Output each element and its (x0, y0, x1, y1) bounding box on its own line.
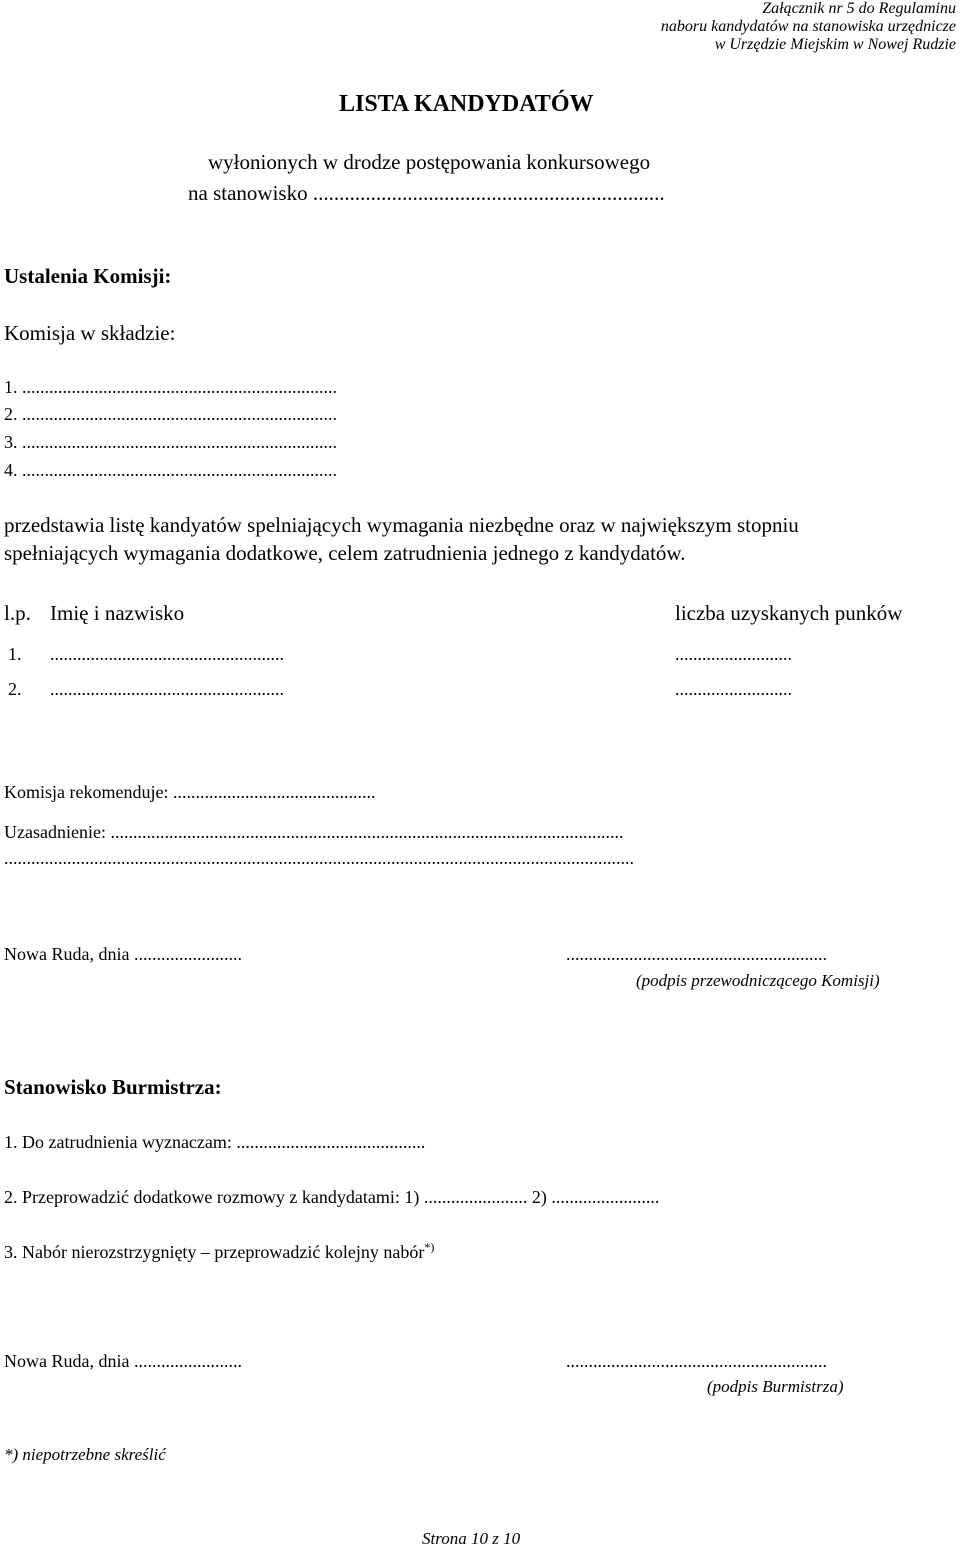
table-header-lp: l.p. (4, 601, 31, 625)
member-line-3: 3. ...................................................................... (4, 432, 337, 452)
mayor-signature-caption: (podpis Burmistrza) (707, 1377, 844, 1396)
member-line-4: 4. ...................................................................... (4, 460, 337, 480)
commission-signature-caption: (podpis przewodniczącego Komisji) (636, 971, 880, 990)
mayor-item-2: 2. Przeprowadzić dodatkowe rozmowy z kandydatami: 1) ....................... 2) ........................ (4, 1187, 660, 1207)
table-row-2-num: 2. (8, 679, 22, 699)
justification-line-1: Uzasadnienie: .................................................................................................................. (4, 822, 624, 842)
table-header-name: Imię i nazwisko (50, 601, 185, 625)
mayor-place-date: Nowa Ruda, dnia ........................ (4, 1351, 242, 1371)
mayor-item-3 (4, 1240, 435, 1262)
table-row-2-name: .................................................... (50, 679, 284, 699)
commission-paragraph-line-2: spełniających wymagania dodatkowe, celem zatrudnienia jednego z kandydatów. (4, 541, 686, 565)
header-line-2: naboru kandydatów na stanowiska urzędnicze (660, 18, 956, 35)
mayor-item-3-text: 3. Nabór nierozstrzygnięty – przeprowadzić kolejny nabór (4, 1242, 425, 1262)
mayor-item-1: 1. Do zatrudnienia wyznaczam: .......................................... (4, 1132, 426, 1152)
table-header-points: liczba uzyskanych punków (675, 601, 903, 625)
table-row-1-points: .......................... (675, 644, 792, 664)
recommendation-line: Komisja rekomenduje: ............................................. (4, 782, 376, 802)
commission-paragraph-line-1: przedstawia listę kandyatów spelniających wymagania niezbędne oraz w największym stopniu (4, 513, 799, 537)
commission-heading: Ustalenia Komisji: (4, 264, 172, 288)
table-row-1-num: 1. (8, 644, 22, 664)
header-line-1: Załącznik nr 5 do Regulaminu (762, 0, 956, 17)
mayor-heading: Stanowisko Burmistrza: (4, 1075, 222, 1099)
justification-line-2: ............................................................................................................................................ (4, 848, 634, 868)
footnote-marker: *) (424, 1240, 435, 1254)
table-row-1-name: .................................................... (50, 644, 284, 664)
footnote: *) niepotrzebne skreślić (4, 1445, 166, 1464)
page-title: LISTA KANDYDATÓW (339, 91, 594, 117)
commission-composition-label: Komisja w składzie: (4, 321, 176, 345)
commission-signature-dots: .......................................................... (566, 944, 827, 964)
member-line-2: 2. ...................................................................... (4, 404, 337, 424)
member-line-1: 1. ...................................................................... (4, 377, 337, 397)
subtitle-line-2: na stanowisko ................................................................... (188, 181, 665, 205)
page-footer: Strona 10 z 10 (422, 1529, 521, 1548)
commission-place-date: Nowa Ruda, dnia ........................ (4, 944, 242, 964)
subtitle-line-1: wyłonionych w drodze postępowania konkursowego (208, 150, 651, 174)
table-row-2-points: .......................... (675, 679, 792, 699)
mayor-signature-dots: .......................................................... (566, 1351, 827, 1371)
header-line-3: w Urzędzie Miejskim w Nowej Rudzie (714, 36, 956, 53)
